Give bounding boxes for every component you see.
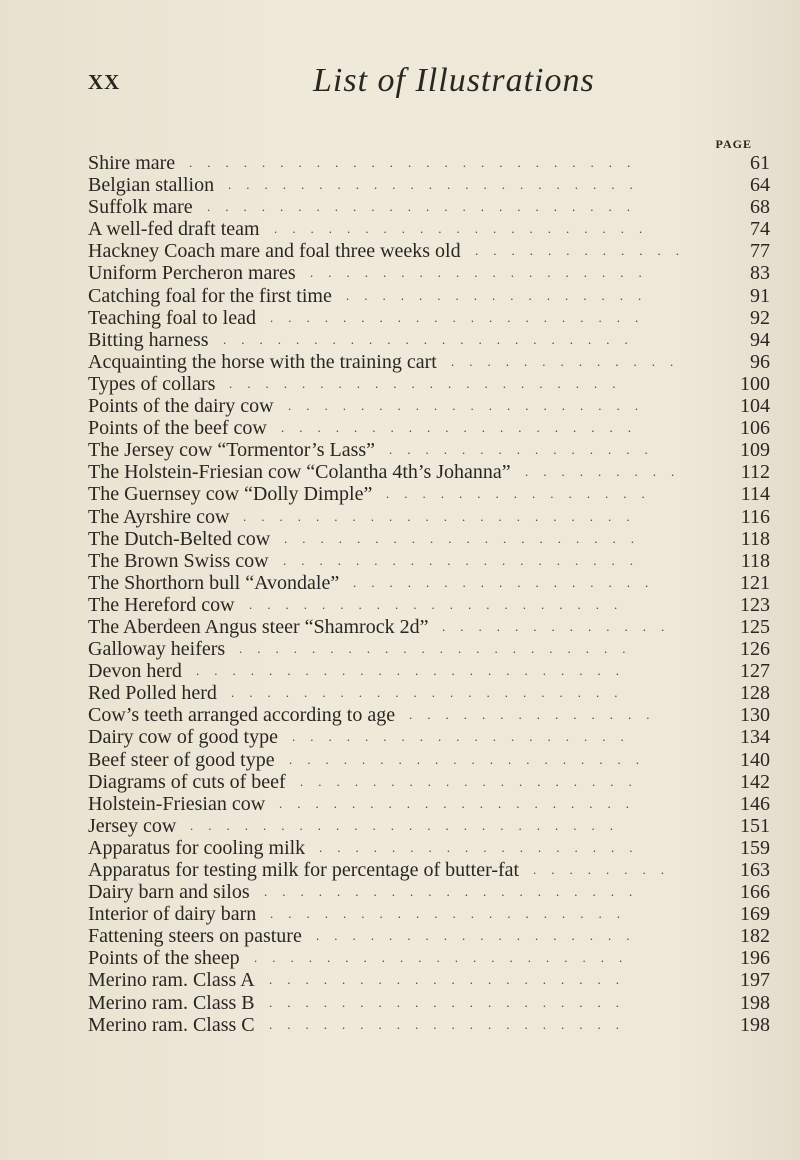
dot-leader: .................... <box>269 994 634 1010</box>
entry-title: Beef steer of good type <box>88 748 275 771</box>
entry-title: Uniform Percheron mares <box>88 262 296 285</box>
list-item <box>88 307 770 329</box>
list-item <box>88 329 770 351</box>
list-item <box>88 285 770 307</box>
entry-title: Diagrams of cuts of beef <box>88 770 286 793</box>
entry-page-number: 121 <box>740 571 770 594</box>
entry-page-number: 196 <box>740 947 770 970</box>
page-title: List of Illustrations <box>313 62 595 99</box>
entry-page-number: 159 <box>740 836 770 859</box>
list-item <box>88 351 770 373</box>
dot-leader: ............... <box>389 442 663 458</box>
illustrations-list <box>88 152 770 1036</box>
entry-page-number: 106 <box>740 417 770 440</box>
list-item <box>88 969 770 991</box>
dot-leader: ..................... <box>254 950 638 966</box>
entry-page-number: 169 <box>740 903 770 926</box>
entry-page-number: 197 <box>740 969 770 992</box>
list-item <box>88 196 770 218</box>
dot-leader: ............. <box>451 353 689 369</box>
entry-page-number: 130 <box>740 704 770 727</box>
list-item <box>88 638 770 660</box>
list-item <box>88 903 770 925</box>
entry-title: The Guernsey cow “Dolly Dimple” <box>88 483 373 506</box>
dot-leader: .................... <box>284 530 649 546</box>
dot-leader: .................... <box>288 398 653 414</box>
entry-title: Types of collars <box>88 372 216 395</box>
entry-page-number: 182 <box>740 925 770 948</box>
entry-page-number: 77 <box>750 240 770 263</box>
dot-leader: ......................... <box>189 155 646 170</box>
list-item <box>88 395 770 417</box>
dot-leader: ...................... <box>239 641 641 657</box>
page-folio: XX <box>88 70 121 94</box>
entry-page-number: 74 <box>750 218 770 241</box>
dot-leader: ................. <box>346 287 657 303</box>
list-item <box>88 240 770 262</box>
list-item <box>88 925 770 947</box>
entry-page-number: 127 <box>740 660 770 683</box>
dot-leader: ........................ <box>190 817 628 833</box>
list-item <box>88 616 770 638</box>
page-column-label: PAGE <box>715 137 752 151</box>
entry-page-number: 163 <box>740 859 770 881</box>
list-item <box>88 417 770 439</box>
dot-leader: .................... <box>283 552 648 568</box>
list-item <box>88 174 770 196</box>
entry-title: Points of the sheep <box>88 947 240 970</box>
entry-title: Dairy barn and silos <box>88 881 250 904</box>
entry-title: Apparatus for cooling milk <box>88 836 306 859</box>
entry-title: Jersey cow <box>88 814 177 837</box>
dot-leader: ................... <box>292 729 639 745</box>
entry-page-number: 104 <box>740 395 770 418</box>
entry-page-number: 68 <box>750 196 770 219</box>
dot-leader: .................... <box>269 972 634 988</box>
entry-title: The Aberdeen Angus steer “Shamrock 2d” <box>88 615 429 638</box>
dot-leader: ..................... <box>274 221 658 237</box>
list-item <box>88 947 770 969</box>
list-item <box>88 859 770 881</box>
list-item <box>88 660 770 682</box>
dot-leader: ................... <box>300 773 647 789</box>
dot-leader: ..................... <box>249 596 633 612</box>
entry-page-number: 92 <box>750 306 770 329</box>
entry-title: Points of the beef cow <box>88 417 267 440</box>
dot-leader: ........................ <box>207 199 645 215</box>
list-item <box>88 483 770 505</box>
entry-title: Apparatus for testing milk for percentage of butter-fat <box>88 859 520 881</box>
entry-title: Holstein-Friesian cow <box>88 792 266 815</box>
list-item <box>88 704 770 726</box>
dot-leader: .................... <box>269 1016 634 1032</box>
entry-title: Devon herd <box>88 660 182 683</box>
entry-page-number: 61 <box>750 152 770 174</box>
entry-title: The Hereford cow <box>88 593 235 616</box>
entry-page-number: 116 <box>740 505 770 528</box>
entry-page-number: 109 <box>740 439 770 462</box>
entry-title: Galloway heifers <box>88 638 226 661</box>
entry-title: Cow’s teeth arranged according to age <box>88 704 396 727</box>
list-item <box>88 262 770 284</box>
dot-leader: .............. <box>409 707 665 723</box>
dot-leader: ......... <box>525 464 690 480</box>
list-item <box>88 506 770 528</box>
dot-leader: .................... <box>289 751 654 767</box>
entry-page-number: 96 <box>750 350 770 373</box>
entry-page-number: 112 <box>740 461 770 484</box>
entry-page-number: 118 <box>740 527 770 550</box>
dot-leader: .................. <box>319 839 648 855</box>
dot-leader: ................... <box>310 265 657 281</box>
list-item <box>88 572 770 594</box>
entry-title: A well-fed draft team <box>88 218 260 241</box>
entry-page-number: 198 <box>740 1013 770 1036</box>
entry-title: Merino ram. Class A <box>88 969 255 992</box>
list-item <box>88 439 770 461</box>
entry-title: The Shorthorn bull “Avondale” <box>88 571 340 594</box>
entry-title: Suffolk mare <box>88 196 193 219</box>
list-item <box>88 461 770 483</box>
entry-title: Merino ram. Class B <box>88 991 255 1014</box>
entry-page-number: 142 <box>740 770 770 793</box>
entry-title: Belgian stallion <box>88 174 215 197</box>
entry-title: The Brown Swiss cow <box>88 549 269 572</box>
list-item <box>88 218 770 240</box>
entry-title: Interior of dairy barn <box>88 903 257 926</box>
entry-title: Merino ram. Class C <box>88 1013 255 1036</box>
entry-title: Red Polled herd <box>88 682 217 705</box>
entry-title: Fattening steers on pasture <box>88 925 302 948</box>
running-head <box>88 62 768 102</box>
entry-title: Bitting harness <box>88 328 209 351</box>
entry-page-number: 140 <box>740 748 770 771</box>
entry-title: Shire mare <box>88 152 176 174</box>
list-item <box>88 992 770 1014</box>
list-item <box>88 594 770 616</box>
list-item <box>88 528 770 550</box>
entry-page-number: 114 <box>740 483 770 506</box>
dot-leader: ................. <box>353 574 664 590</box>
entry-title: Points of the dairy cow <box>88 395 274 418</box>
dot-leader: ..................... <box>270 309 654 325</box>
dot-leader: .................... <box>270 906 635 922</box>
dot-leader: ............... <box>386 486 660 502</box>
list-item <box>88 550 770 572</box>
dot-leader: ...................... <box>231 685 633 701</box>
entry-page-number: 146 <box>740 792 770 815</box>
list-item <box>88 682 770 704</box>
entry-title: Dairy cow of good type <box>88 726 278 749</box>
list-item <box>88 152 770 174</box>
entry-page-number: 198 <box>740 991 770 1014</box>
entry-page-number: 128 <box>740 682 770 705</box>
dot-leader: ....................... <box>228 177 648 193</box>
dot-leader: ....................... <box>223 331 643 347</box>
entry-title: The Ayrshire cow <box>88 505 230 528</box>
entry-page-number: 134 <box>740 726 770 749</box>
list-item <box>88 1014 770 1036</box>
dot-leader: ...................... <box>243 508 645 524</box>
dot-leader: ...................... <box>229 375 631 391</box>
list-item <box>88 793 770 815</box>
entry-title: Catching foal for the first time <box>88 284 332 307</box>
list-item <box>88 837 770 859</box>
entry-page-number: 123 <box>740 593 770 616</box>
entry-title: Hackney Coach mare and foal three weeks old <box>88 240 461 263</box>
list-item <box>88 726 770 748</box>
entry-page-number: 64 <box>750 174 770 197</box>
entry-title: The Jersey cow “Tormentor’s Lass” <box>88 439 376 462</box>
entry-page-number: 91 <box>750 284 770 307</box>
dot-leader: .................. <box>316 928 645 944</box>
list-item <box>88 749 770 771</box>
dot-leader: ............ <box>475 243 694 259</box>
entry-page-number: 166 <box>740 881 770 904</box>
entry-page-number: 126 <box>740 638 770 661</box>
dot-leader: ........ <box>533 862 679 877</box>
dot-leader: .................... <box>279 795 644 811</box>
entry-title: Acquainting the horse with the training cart <box>88 350 437 373</box>
dot-leader: ..................... <box>264 884 648 900</box>
list-item <box>88 771 770 793</box>
list-item <box>88 815 770 837</box>
entry-page-number: 125 <box>740 615 770 638</box>
list-item <box>88 881 770 903</box>
entry-page-number: 94 <box>750 328 770 351</box>
list-item <box>88 373 770 395</box>
entry-page-number: 118 <box>740 549 770 572</box>
entry-page-number: 100 <box>740 372 770 395</box>
entry-page-number: 151 <box>740 814 770 837</box>
entry-title: Teaching foal to lead <box>88 306 256 329</box>
dot-leader: ........................ <box>196 663 634 679</box>
dot-leader: .................... <box>281 420 646 436</box>
entry-title: The Dutch-Belted cow <box>88 527 271 550</box>
entry-page-number: 83 <box>750 262 770 285</box>
dot-leader: ............. <box>442 618 680 634</box>
entry-title: The Holstein-Friesian cow “Colantha 4th’s Johanna” <box>88 461 511 484</box>
